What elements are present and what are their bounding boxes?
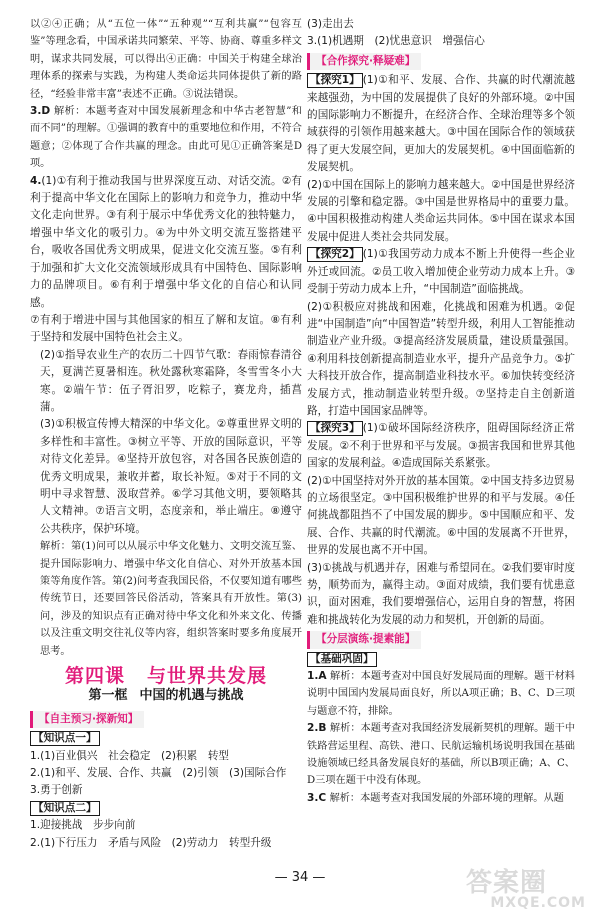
lesson-name: 与世界共发展 [147,665,268,688]
explore-1-label: 【探究1】 [307,73,363,88]
left-column [30,16,302,852]
practice-banner: 【分层演练·提素能】 [307,631,421,648]
cooperation-banner: 【合作探究·释疑难】 [307,53,421,70]
right-top-line: (3)走出去 [307,18,354,30]
knowledge-point-1-label: 【知识点一】 [30,731,100,746]
answer-4-part3: (3)①积极宣传博大精深的中华文化。②尊重世界文明的多样性和丰富性。③树立平等、开放的国际意识，平等对待文化差异。④坚持开放包容，对各国各民族创造的优秀文明成果，兼收并蓄，取长补短。⑤对于不同的文明中寻求智慧、汲取营养。⑥学习其他文明，要领略其人文精神。⑦语言文明，态度亲和，举止端庄。⑧遵守公共秩序，保护环境。 [40,418,302,535]
kp2-line: 2.(1)下行压力 矛盾与风险 (2)劳动力 转型升级 [30,836,272,849]
section-name: 中国的机遇与挑战 [139,688,244,704]
lesson-title [30,665,302,688]
explore-3-text: (1)①破坏国际经济秩序，阻碍国际经济正常发展。②不利于世界和平与发展。③损害我国和世界其他国家的发展利益。④造成国际关系紧张。 [307,422,575,470]
watermark-logo [466,868,586,911]
explore-2-text: (1)①我国劳动力成本不断上升使得一些企业外迁或回流。②员工收入增加使企业劳动力成本上升。③受制于劳动力成本上升，“中国制造”面临挑战。 [307,248,575,296]
right-top-line: 3.(1)机遇期 (2)忧患意识 增强信心 [307,35,485,48]
answer-4-part2: (2)①指导农业生产的农历二十四节气歌：春雨惊春清谷天，夏满芒夏暑相连。秋处露秋寒霜降，冬雪雪冬小大寒。②端午节：伍子胥汨罗，吃粽子，赛龙舟，插菖蒲。 [40,348,302,413]
basic-consolidation-label: 【基础巩固】 [307,652,377,667]
explore-1-text: (1)①和平、发展、合作、共赢的时代潮流越来越强劲，为中国的发展提供了良好的外部环境。②中国的国际影响力不断提升，在经济合作、全球治理等多个领域获得的引领作用越来越大。③中国在国际合作的领域获得了更大发展空间，更加大的发展契机。④中国面临新的发展契机。 [307,74,575,174]
basic-answer-3 [307,790,575,807]
kp2-line: 1.迎接挑战 步步向前 [30,819,136,832]
answer-analysis: 解析：本题考查对我国经济发展新契机的理解。题干中铁路营运里程、高铁、港口、民航运输机场说明我国在基础设施领域已经具备发展良好的基础，所以B项正确；A、C、D三项在题干中没有体现。 [307,723,576,787]
answer-4 [30,173,302,312]
explore-3-part1 [307,420,575,472]
explore-3-part2: (2)①中国坚持对外开放的基本国策。②中国支持多边贸易的立场很坚定。③中国积极维护世界的和平与发展。④任何挑战都阻挡不了中国发展的脚步。⑤中国顺应和平、发展、合作、共赢的时代潮流。⑥中国的发展离不开世界，世界的发展也离不开中国。 [307,474,575,557]
explore-3-label: 【探究3】 [307,421,363,436]
answer-letter: B [318,722,327,735]
lesson-number: 第四课 [64,665,125,688]
answer-letter: C [318,791,327,804]
question-number: 3. [307,791,319,804]
knowledge-point-2-label: 【知识点二】 [30,801,100,816]
watermark-text: 答案圈 [466,868,548,898]
answer-letter: D [41,105,51,118]
section-number: 第一框 [88,688,128,704]
kp1-line: 3.勇于创新 [30,784,83,797]
explore-2-part2: (2)①积极应对挑战和困难，化挑战和困难为机遇。②促进“中国制造”向“中国智造”转型升级，利用人工智能推动制造业产业升级。③提高经济发展质量，建设质量强国。④利用科技创新提高制造业水平，提升产品竞争力。⑤扩大科技开放合作，提高制造业科技水平。⑥加快转变经济发展方式，推动制造业转型升级。⑦坚持走自主创新道路，打造中国国家品牌等。 [307,300,575,417]
answer-4-part1b: ⑦有利于增进中国与其他国家的相互了解和友谊。⑧有利于坚持和发展中国特色社会主义。 [30,313,302,344]
answer-letter: A [318,670,327,683]
preview-banner: 【自主预习·探新知】 [30,711,144,728]
basic-answer-1 [307,668,575,720]
right-column [307,16,575,807]
explore-2-label: 【探究2】 [307,247,363,262]
section-title [30,687,302,704]
kp1-line: 1.(1)百业俱兴 社会稳定 (2)积累 转型 [30,749,230,762]
answer-4-part1: (1)①有利于推动我国与世界深度互动、对话交流。②有利于提高中华文化在国际上的影响力和竞争力，推动中华文化走向世界。③有利于展示中华优秀文化的独特魅力，增强中华文化的吸引力。④为中外文明交流互鉴搭建平台，吸收各国优秀文明成果，促进文化交流互鉴。⑤有利于加强和扩大文化交流领域形成具有中国特色、国际影响力的品牌项目。⑥有利于增强中华文化的自信心和认同感。 [30,174,302,309]
explore-2-part1 [307,246,575,298]
basic-answer-2 [307,720,575,790]
question-number: 2. [307,722,319,735]
question-number: 1. [307,670,319,683]
question-number: 3. [30,105,42,118]
explore-3-part3: (3)①挑战与机遇并存，困难与希望同在。②我们要审时度势，顺势而为，赢得主动。③面对成绩，我们要有忧患意识，面对困难，我们要增强信心，运用自身的智慧，将困难和挑战转化为发展的动力和契机，开创新的局面。 [307,561,575,626]
answer-4-analysis: 解析：第(1)问可以从展示中华文化魅力、文明交流互鉴、提升国际影响力、增强中华文化自信心、对外开放基本国策等角度作答。第(2)问考查我国民俗，不仅要知道有哪些传统节日，还要回答民俗活动，答案具有开放性。第(3)问，涉及的知识点有正确对待中华文化和外来文化、传播以及注重文明交往礼仪等内容，组织答案时要多角度展开思考。 [40,541,302,657]
explore-1-part2: (2)①中国在国际上的影响力越来越大。②中国是世界经济发展的引擎和稳定器。③中国是世界格局中的重要力量。④中国积极推动构建人类命运共同体。⑤中国在谋求本国发展中促进人类社会共同发展。 [307,178,575,243]
answer-3 [30,103,302,173]
intro-paragraph: 以②④正确；从“五位一体”“五种观”“互利共赢”“包容互鉴”等理念看，中国承诺共同繁荣、平等、协商、尊重多样文明，谋求共同发展，可以得出④正确：中国关于构建全球治理体系的探索与实践，为构建人类命运共同体提供了新的路径，“经验非常丰富”表述不正确。③说法错误。 [30,19,302,100]
explore-1-part1 [307,72,575,176]
page-number: — 34 — [274,870,326,885]
answer-analysis: 解析：本题考查对我国发展的外部环境的理解。从题 [329,792,564,804]
answer-analysis: 解析：本题考查对中国发展新理念和中华古老智慧”和而不同”的理解。①强调的教育中的重要地位和作用，不符合题意；②体现了合作共赢的理念。由此可见①正确答案是D项。 [30,106,302,170]
answer-analysis: 解析：本题考查对中国良好发展局面的理解。题干材料说明中国国内发展局面良好，所以A项正确；B、C、D三项与题意不符，排除。 [307,671,575,717]
question-number: 4. [30,174,42,187]
watermark-url: MXQE.COM [490,895,586,911]
kp1-line: 2.(1)和平、发展、合作、共赢 (2)引领 (3)国际合作 [30,767,287,780]
